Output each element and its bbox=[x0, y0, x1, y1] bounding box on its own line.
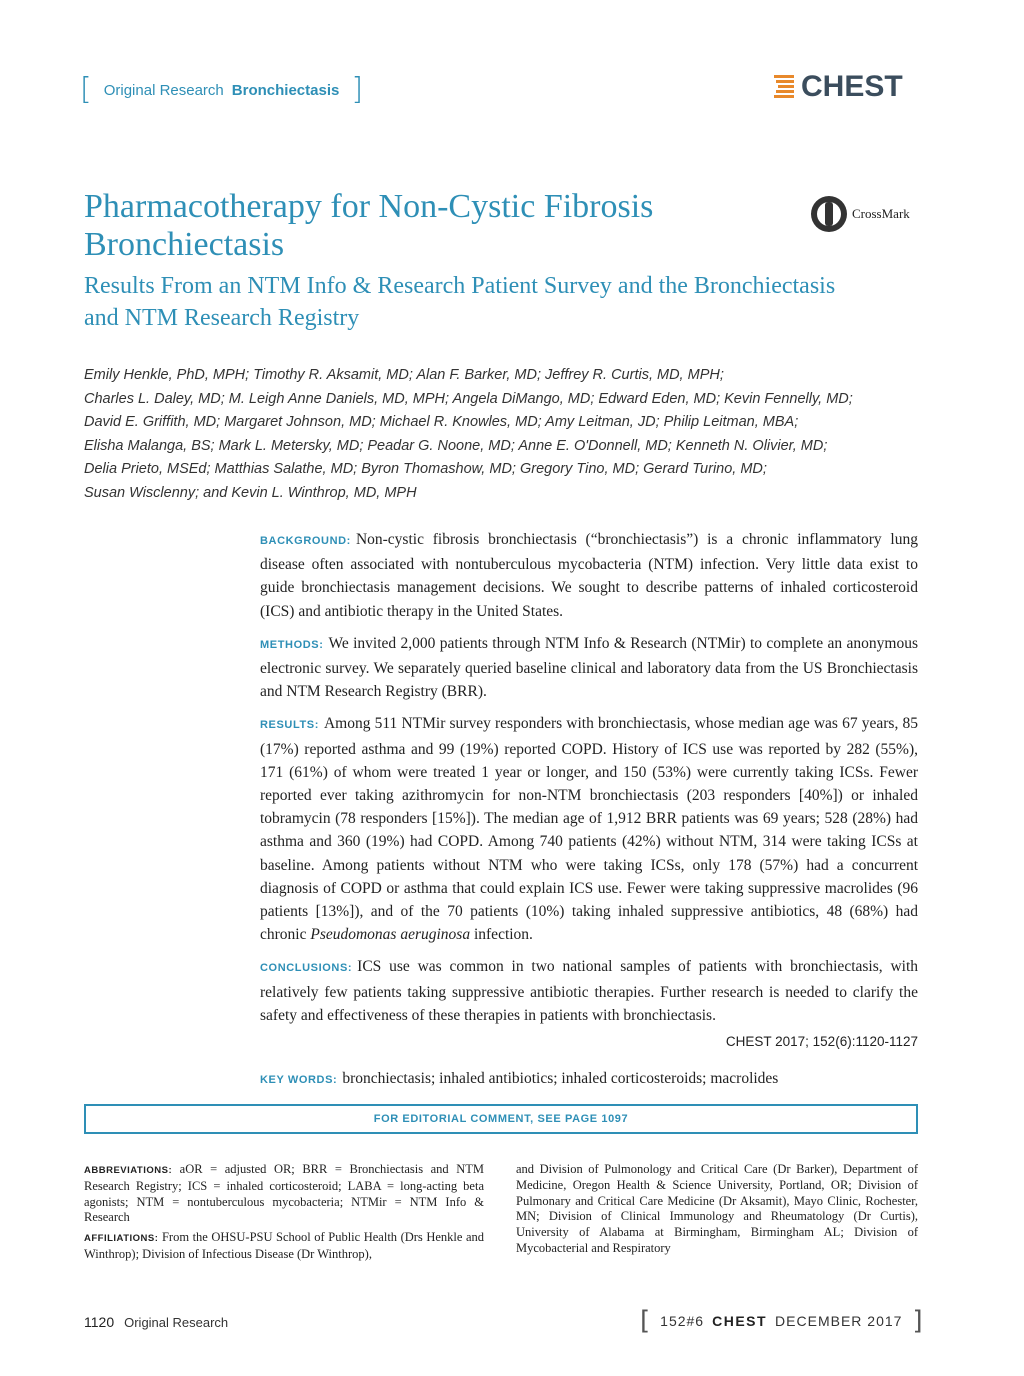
footer-section-label: Original Research bbox=[124, 1315, 229, 1330]
affiliations-text: From the OHSU-PSU School of Public Health (Drs Henkle and Winthrop); Division of Infectious Disease (Dr Winthrop), bbox=[84, 1230, 485, 1261]
header-section-tag bbox=[80, 74, 363, 106]
methods-text: We invited 2,000 patients through NTM Info & Research (NTMir) to complete an anonymous electronic survey. We separately queried baseline clinical and laboratory data from the US Bronchiectasis and NTM Research Registry (BRR). bbox=[260, 634, 918, 701]
page-footer-right bbox=[640, 1308, 923, 1334]
abstract-methods bbox=[260, 632, 918, 704]
editorial-comment-link[interactable]: FOR EDITORIAL COMMENT, SEE PAGE 1097 bbox=[373, 1113, 629, 1125]
affiliations-label: AFFILIATIONS: bbox=[84, 1233, 159, 1245]
keywords-text: bronchiectasis; inhaled antibiotics; inhaled corticosteroids; macrolides bbox=[342, 1070, 779, 1088]
article-title: Pharmacotherapy for Non-Cystic Fibrosis Bronchiectasis bbox=[84, 188, 654, 263]
author-line: Elisha Malanga, BS; Mark L. Metersky, MD; Peadar G. Noone, MD; Anne E. O'Donnell, MD; Kenneth N. Olivier, MD; bbox=[84, 437, 828, 454]
bracket-open: [ bbox=[80, 72, 92, 107]
citation: CHEST 2017; 152(6):1120-1127 bbox=[725, 1034, 918, 1050]
footer-bracket-open: [ bbox=[640, 1306, 651, 1336]
bracket-close: ] bbox=[351, 72, 364, 107]
page-footer-left bbox=[84, 1314, 228, 1330]
footer-bracket-close: ] bbox=[912, 1306, 923, 1336]
keywords bbox=[260, 1067, 918, 1092]
conclusions-text: ICS use was common in two national samples of patients with bronchiectasis, with relatively few patients taking suppressive antibiotic therapies. Further research is needed to clarify the safety and effectiveness of these therapies in patients with bronchiectasis. bbox=[260, 958, 918, 1024]
affiliations-note bbox=[84, 1230, 484, 1263]
abbreviations-note bbox=[84, 1162, 484, 1226]
page-number: 1120 bbox=[84, 1314, 115, 1330]
abstract-results bbox=[260, 712, 918, 946]
author-list bbox=[84, 364, 944, 506]
abstract-conclusions bbox=[260, 955, 918, 1027]
results-text-end: infection. bbox=[470, 926, 533, 944]
header-topic-label: Bronchiectasis bbox=[231, 81, 340, 99]
affiliations-continued-text: and Division of Pulmonology and Critical Care (Dr Barker), Department of Medicine, Oregon Health & Science University, Portland, OR; Division of Pulmonary and Critical Care Medicine (Dr Aksamit), Mayo Clinic, Rochester, MN; Division of Clinical Immunology and Rheumatology (Dr Curtis), University of Alabama at Birmingham, Birmingham AL; Division of Mycobacterial and Respiratory bbox=[516, 1162, 918, 1255]
header-section-label: Original Research bbox=[103, 81, 224, 99]
author-line: Emily Henkle, PhD, MPH; Timothy R. Aksamit, MD; Alan F. Barker, MD; Jeffrey R. Curtis, MD, MPH; bbox=[84, 367, 724, 383]
author-line: David E. Griffith, MD; Margaret Johnson, MD; Michael R. Knowles, MD; Amy Leitman, JD; Philip Leitman, MBA; bbox=[84, 414, 799, 431]
abstract bbox=[260, 528, 918, 1092]
results-italic-text: Pseudomonas aeruginosa bbox=[310, 926, 471, 944]
journal-logo bbox=[774, 70, 903, 104]
footer-issue: 152#6 bbox=[660, 1313, 705, 1329]
footnotes-right-column bbox=[516, 1162, 918, 1257]
author-line: Susan Wisclenny; and Kevin L. Winthrop, MD, MPH bbox=[84, 484, 417, 501]
footer-journal: CHEST bbox=[712, 1313, 768, 1329]
methods-label: METHODS: bbox=[260, 638, 324, 651]
conclusions-label: CONCLUSIONS: bbox=[260, 962, 353, 975]
editorial-comment-box[interactable] bbox=[84, 1104, 918, 1134]
footnotes-left-column bbox=[84, 1162, 484, 1263]
abstract-background bbox=[260, 528, 918, 623]
keywords-label: KEY WORDS: bbox=[260, 1074, 338, 1087]
crossmark-icon bbox=[810, 195, 848, 233]
author-line: Delia Prieto, MSEd; Matthias Salathe, MD; Byron Thomashow, MD; Gregory Tino, MD; Gerard Turino, MD; bbox=[84, 461, 767, 478]
results-text: Among 511 NTMir survey responders with bronchiectasis, whose median age was 67 years, 85 (17%) reported asthma and 99 (19%) reported COPD. History of ICS use was reported by 282 (55%), 171 (61%) of whom were treated 1 year or longer, and 150 (53%) were currently taking ICSs. Fewer reported ever taking azithromycin for non-NTM bronchiectasis (203 responders [40%]) or inhaled tobramycin (78 responders [15%]). The median age of 1,912 BRR patients was 69 years; 528 (28%) had asthma and 360 (19%) had COPD. Among 740 patients (42%) without NTM, 314 were taking ICSs at baseline. Among patients without NTM who were taking ICSs, only 178 (57%) had a concurrent diagnosis of COPD or asthma that could explain ICS use. Fewer were taking suppressive macrolides (96 patients [13%]), and of the 70 patients (10%) taking inhaled suppressive antibiotics, 48 (68%) had chronic bbox=[260, 715, 918, 944]
abbreviations-text: aOR = adjusted OR; BRR = Bronchiectasis and NTM Research Registry; ICS = inhaled corticosteroid; LABA = long-acting beta agonists; NTM = nontuberculous mycobacteria; NTMir = NTM Info & Research bbox=[84, 1162, 485, 1225]
crossmark-badge[interactable] bbox=[810, 195, 910, 233]
article-subtitle: Results From an NTM Info & Research Patient Survey and the Bronchiectasis and NTM Research Registry bbox=[84, 273, 836, 331]
abbreviations-label: ABBREVIATIONS: bbox=[84, 1165, 173, 1176]
chest-wordmark: CHEST bbox=[801, 70, 903, 103]
footer-date: DECEMBER 2017 bbox=[775, 1313, 903, 1329]
background-label: BACKGROUND: bbox=[260, 535, 351, 547]
chest-logo-icon bbox=[774, 74, 796, 100]
background-text: Non-cystic fibrosis bronchiectasis (“bronchiectasis”) is a chronic inflammatory lung disease often associated with nontuberculous mycobacteria (NTM) infection. Very little data exist to guide bronchiectasis management decisions. We sought to describe patterns of inhaled corticosteroid (ICS) and antibiotic therapy in the United States. bbox=[260, 531, 918, 620]
results-label: RESULTS: bbox=[260, 719, 319, 732]
crossmark-label: CrossMark bbox=[852, 206, 910, 221]
author-line: Charles L. Daley, MD; M. Leigh Anne Daniels, MD, MPH; Angela DiMango, MD; Edward Eden, MD; Kevin Fennelly, MD; bbox=[84, 390, 853, 407]
